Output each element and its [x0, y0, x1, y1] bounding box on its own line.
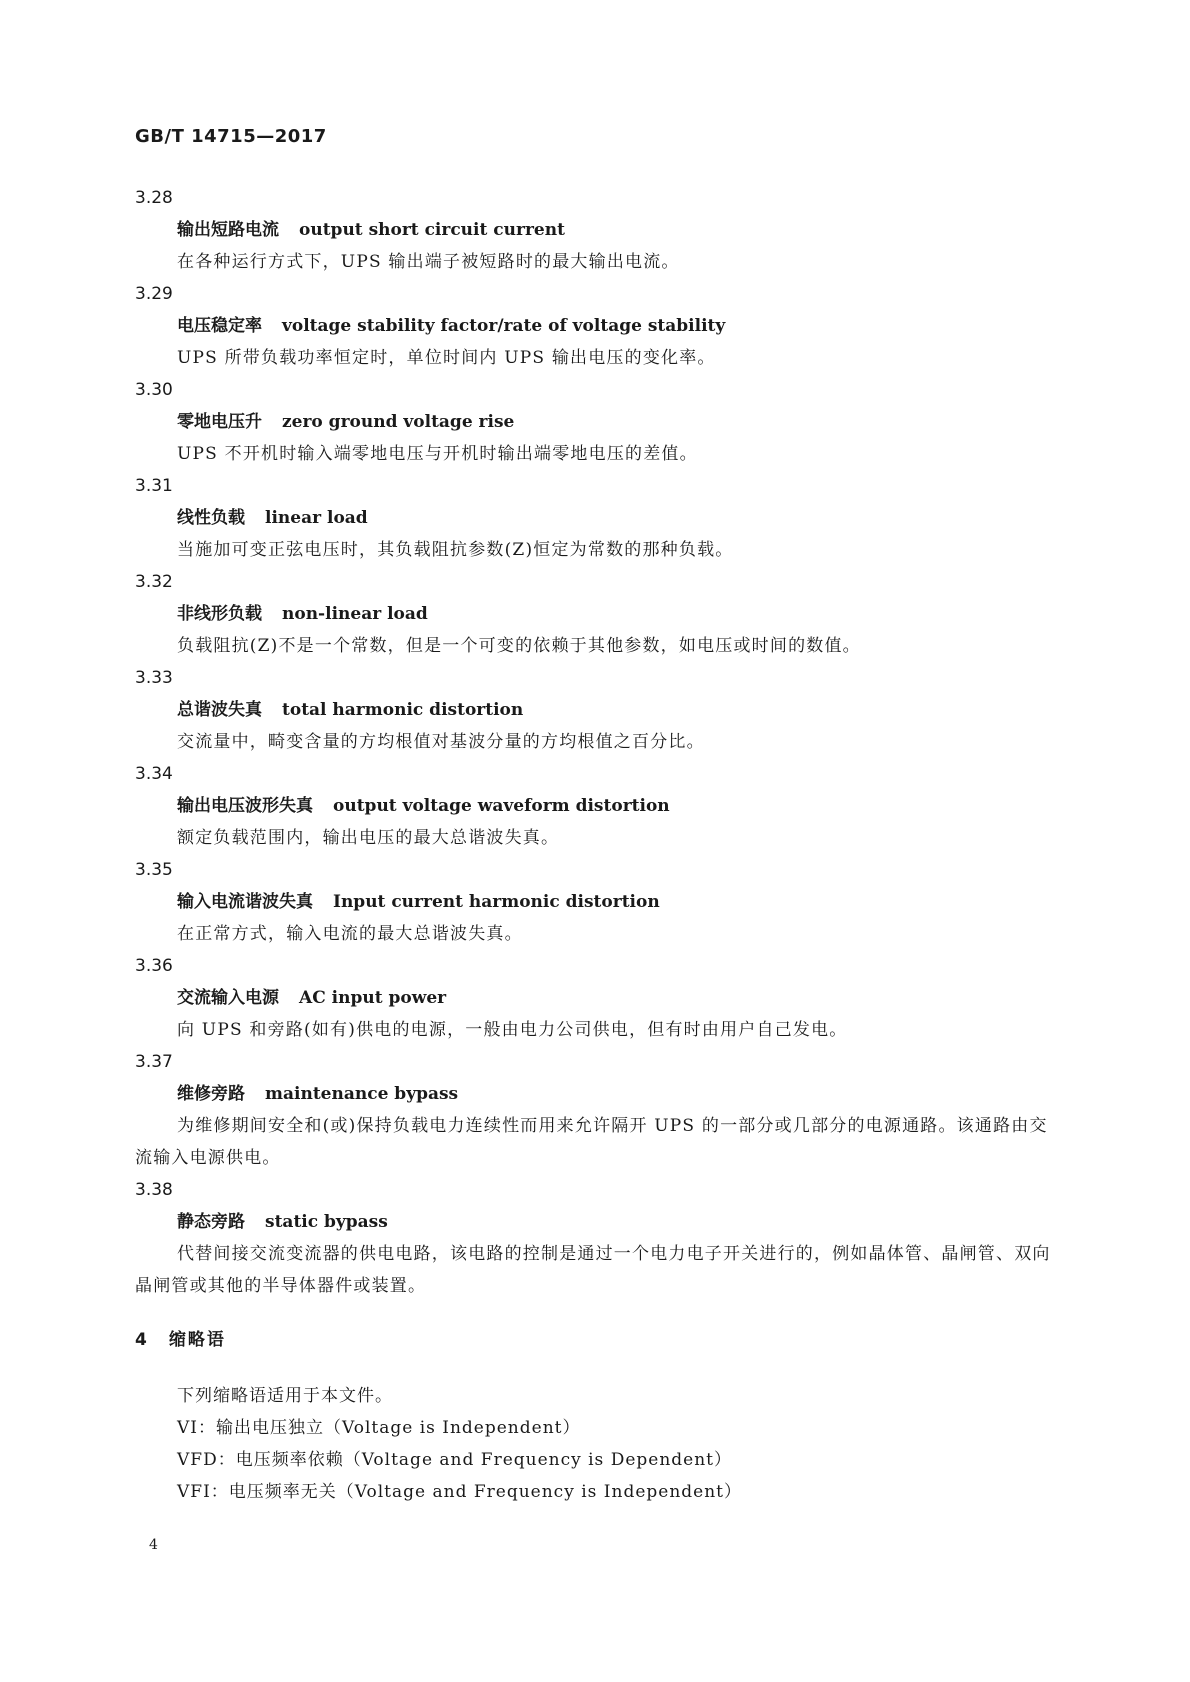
term-entry — [135, 662, 1055, 758]
term-entry — [135, 950, 1055, 1046]
term-entry — [135, 278, 1055, 374]
term-title — [135, 694, 1055, 726]
term-title — [135, 886, 1055, 918]
term-chinese: 零地电压升 — [177, 412, 262, 432]
term-entry — [135, 182, 1055, 278]
term-definition: 代替间接交流变流器的供电电路，该电路的控制是通过一个电力电子开关进行的，例如晶体管、晶闸管、双向晶闸管或其他的半导体器件或装置。 — [135, 1244, 1051, 1296]
term-english: output voltage waveform distortion — [333, 796, 670, 816]
term-number: 3.29 — [135, 284, 173, 304]
term-entry — [135, 566, 1055, 662]
term-definition: 向 UPS 和旁路(如有)供电的电源，一般由电力公司供电，但有时由用户自己发电。 — [177, 1020, 848, 1040]
term-number: 3.30 — [135, 380, 173, 400]
term-definition: 额定负载范围内，输出电压的最大总谐波失真。 — [177, 828, 560, 848]
term-number: 3.37 — [135, 1052, 173, 1072]
term-english: zero ground voltage rise — [282, 412, 515, 432]
term-english: maintenance bypass — [265, 1084, 459, 1104]
term-chinese: 电压稳定率 — [177, 316, 262, 336]
term-number: 3.31 — [135, 476, 173, 496]
term-entry — [135, 854, 1055, 950]
document-body — [135, 182, 1055, 1508]
term-chinese: 输出短路电流 — [177, 220, 279, 240]
section-title: 缩略语 — [168, 1330, 226, 1350]
abbreviation-list — [135, 1380, 1055, 1508]
term-definition: 为维修期间安全和(或)保持负载电力连续性而用来允许隔开 UPS 的一部分或几部分的电源通路。该通路由交流输入电源供电。 — [135, 1116, 1048, 1168]
term-english: linear load — [265, 508, 368, 528]
term-entry — [135, 374, 1055, 470]
section-heading — [135, 1320, 1055, 1360]
term-number: 3.33 — [135, 668, 173, 688]
term-definition: 负载阻抗(Z)不是一个常数，但是一个可变的依赖于其他参数，如电压或时间的数值。 — [177, 636, 861, 656]
term-entry — [135, 470, 1055, 566]
term-definition: 在各种运行方式下，UPS 输出端子被短路时的最大输出电流。 — [177, 252, 680, 272]
term-title — [135, 982, 1055, 1014]
term-definition: UPS 不开机时输入端零地电压与开机时输出端零地电压的差值。 — [177, 444, 698, 464]
term-definition: UPS 所带负载功率恒定时，单位时间内 UPS 输出电压的变化率。 — [177, 348, 716, 368]
term-number: 3.28 — [135, 188, 173, 208]
term-number: 3.36 — [135, 956, 173, 976]
term-english: total harmonic distortion — [282, 700, 524, 720]
term-title — [135, 214, 1055, 246]
term-entry — [135, 1046, 1055, 1174]
abbreviation-item: VFD：电压频率依赖（Voltage and Frequency is Dependent） — [177, 1450, 732, 1470]
term-title — [135, 310, 1055, 342]
term-chinese: 非线形负载 — [177, 604, 262, 624]
term-title — [135, 598, 1055, 630]
term-english: non-linear load — [282, 604, 428, 624]
term-english: output short circuit current — [299, 220, 565, 240]
term-definition: 当施加可变正弦电压时，其负载阻抗参数(Z)恒定为常数的那种负载。 — [177, 540, 734, 560]
term-english: static bypass — [265, 1212, 388, 1232]
term-definition: 交流量中，畸变含量的方均根值对基波分量的方均根值之百分比。 — [177, 732, 705, 752]
term-entry — [135, 1174, 1055, 1302]
abbreviation-item: VFI：电压频率无关（Voltage and Frequency is Independent） — [177, 1482, 742, 1502]
term-title — [135, 1206, 1055, 1238]
term-chinese: 交流输入电源 — [177, 988, 279, 1008]
term-title — [135, 502, 1055, 534]
term-chinese: 总谐波失真 — [177, 700, 262, 720]
standard-code-header: GB/T 14715—2017 — [135, 126, 327, 147]
term-number: 3.34 — [135, 764, 173, 784]
term-english: AC input power — [299, 988, 447, 1008]
abbreviation-intro: 下列缩略语适用于本文件。 — [177, 1386, 393, 1406]
term-chinese: 线性负载 — [177, 508, 245, 528]
term-number: 3.35 — [135, 860, 173, 880]
term-chinese: 输出电压波形失真 — [177, 796, 313, 816]
term-number: 3.32 — [135, 572, 173, 592]
term-english: Input current harmonic distortion — [333, 892, 660, 912]
section-number: 4 — [135, 1330, 147, 1350]
term-chinese: 静态旁路 — [177, 1212, 245, 1232]
term-definition: 在正常方式，输入电流的最大总谐波失真。 — [177, 924, 523, 944]
term-english: voltage stability factor/rate of voltage stability — [282, 316, 726, 336]
term-entry — [135, 758, 1055, 854]
term-chinese: 输入电流谐波失真 — [177, 892, 313, 912]
term-title — [135, 406, 1055, 438]
page-number: 4 — [149, 1537, 158, 1553]
term-number: 3.38 — [135, 1180, 173, 1200]
term-chinese: 维修旁路 — [177, 1084, 245, 1104]
term-title — [135, 790, 1055, 822]
term-title — [135, 1078, 1055, 1110]
abbreviation-item: VI：输出电压独立（Voltage is Independent） — [177, 1418, 581, 1438]
